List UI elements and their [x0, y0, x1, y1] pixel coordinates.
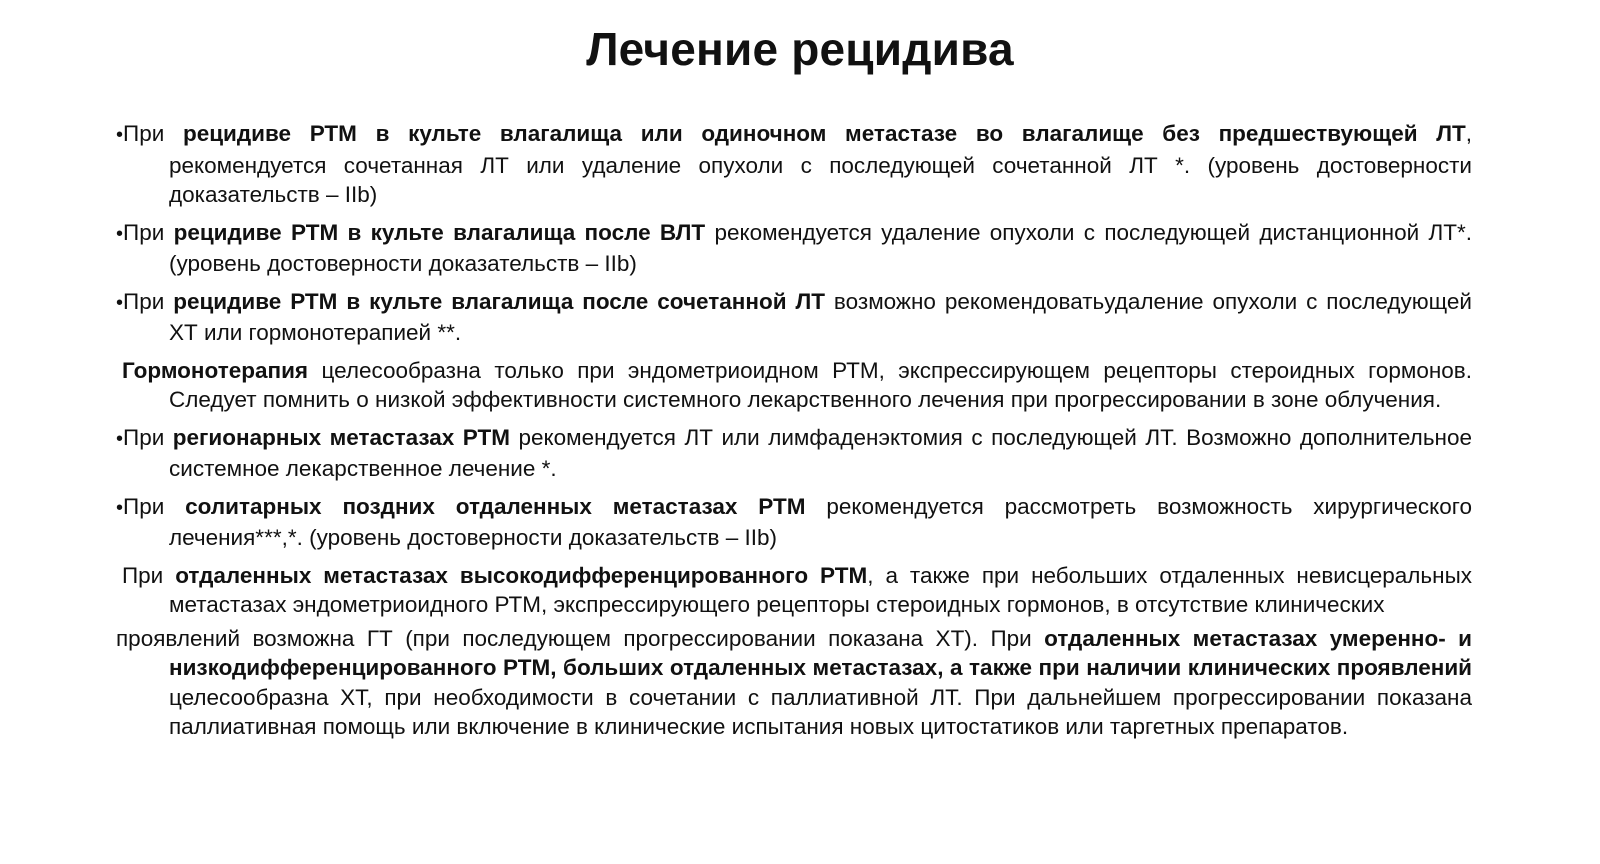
paragraph-bold-term: рецидиве РТМ в культе влагалища после ВЛТ — [173, 219, 706, 245]
paragraph-text: целесообразна ХТ, при необходимости в сочетании с паллиативной ЛТ. При дальнейшем прогрессировании показана паллиативная помощь или включение в клинические испытания новых цитостатиков или таргетных препаратов. — [169, 684, 1472, 739]
paragraph-text: рекомендуется ЛТ или лимфаденэктомия с последующей ЛТ. Возможно дополнительное системное лекарственное лечение *. — [169, 424, 1472, 481]
bullet: • — [116, 496, 124, 519]
paragraph-text: рекомендуется рассмотреть возможность хирургического лечения***,*. (уровень достоверности доказательств – IIb) — [169, 493, 1472, 550]
paragraph-prefix: При — [123, 121, 183, 146]
paragraph-bold-term: регионарных метастазах РТМ — [172, 424, 510, 450]
paragraph-distant-metastases-chemotherapy — [116, 624, 1472, 742]
paragraph-prefix: При — [122, 562, 176, 588]
paragraph-text: целесообразна только при эндометриоидном РТМ, экспрессирующем рецепторы стероидных гормонов. Следует помнить о низкой эффективности системного лекарственного лечения при прогрессировании в зоне облучения. — [169, 357, 1472, 412]
bullet: • — [116, 222, 124, 245]
paragraph-text: рекомендуется удаление опухоли с последующей дистанционной ЛТ*. (уровень достоверности доказательств – IIb) — [169, 219, 1472, 276]
bullet: • — [116, 124, 124, 146]
paragraph-prefix: При — [123, 219, 174, 245]
paragraph-prefix: При — [123, 288, 174, 314]
bullet: • — [116, 427, 124, 450]
paragraph-text: , рекомендуется сочетанная ЛТ или удаление опухоли с последующей сочетанной ЛТ *. (уровень достоверности доказательств – IIb) — [169, 121, 1473, 207]
paragraph-hormone-therapy — [116, 356, 1472, 415]
paragraph-vaginal-stump-after-brachy — [116, 218, 1472, 279]
paragraph-vaginal-stump-after-combined-rt — [116, 287, 1472, 348]
paragraph-bold-term: солитарных поздних отдаленных метастазах РТМ — [185, 493, 806, 519]
paragraph-solitary-late-metastases — [116, 492, 1472, 553]
paragraph-text: проявлений возможна ГТ (при последующем прогрессировании показана ХТ). При — [116, 625, 1045, 651]
paragraph-bold-term: отдаленных метастазах умеренно- и низкодифференцированного РТМ, больших отдаленных метастазах, а также при наличии клинических проявлений — [169, 625, 1473, 680]
paragraph-bold-term: Гормонотерапия — [122, 357, 309, 383]
paragraph-bold-term: рецидиве РТМ в культе влагалища после сочетанной ЛТ — [173, 288, 825, 314]
paragraph-distant-metastases-high-grade — [116, 561, 1472, 620]
paragraph-text: , а также при небольших отдаленных невисцеральных метастазах эндометриоидного РТМ, экспрессирующего рецепторы стероидных гормонов, в отсутствие клинических — [169, 562, 1473, 617]
paragraph-text: возможно рекомендоватьудаление опухоли с последующей ХТ или гормонотерапией **. — [169, 288, 1472, 345]
bullet: • — [116, 291, 124, 314]
paragraph-regional-metastases — [116, 423, 1472, 484]
paragraph-bold-term: отдаленных метастазах высокодифференцированного РТМ — [175, 562, 868, 588]
slide-content — [116, 119, 1472, 750]
paragraph-vaginal-stump-no-prior-rt — [116, 119, 1472, 210]
paragraph-prefix: При — [123, 424, 173, 450]
paragraph-bold-term: рецидиве РТМ в культе влагалища или одиночном метастазе во влагалище без предшествующей ЛТ — [182, 121, 1466, 146]
paragraph-prefix: При — [123, 493, 186, 519]
slide-title: Лечение рецидива — [586, 23, 1014, 75]
